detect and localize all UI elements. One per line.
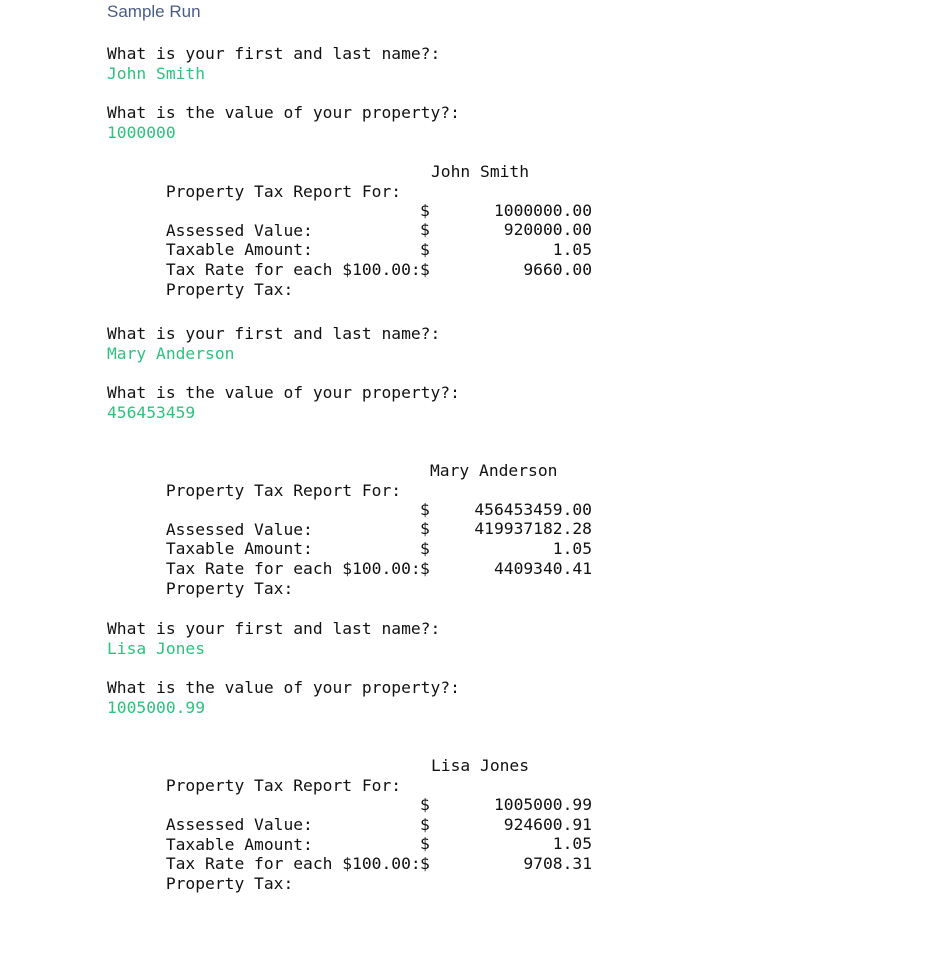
row-label: Assessed Value: bbox=[165, 519, 313, 539]
row-amount: 9660.00 bbox=[523, 260, 592, 279]
dollar-sign: $ bbox=[420, 559, 430, 578]
value-prompt: What is the value of your property?: bbox=[107, 678, 460, 697]
row-label: Property Tax: bbox=[165, 578, 294, 598]
dollar-sign: $ bbox=[420, 500, 430, 519]
name-input-echo: Mary Anderson bbox=[107, 344, 235, 363]
dollar-sign: $ bbox=[420, 240, 430, 259]
value-prompt: What is the value of your property?: bbox=[107, 383, 460, 402]
row-amount: 924600.91 bbox=[503, 815, 592, 834]
row-label: Property Tax: bbox=[165, 873, 294, 893]
row-amount: 456453459.00 bbox=[474, 500, 592, 519]
row-label: Tax Rate for each $100.00: bbox=[165, 853, 421, 873]
name-input-echo: Lisa Jones bbox=[107, 639, 206, 658]
report-header bbox=[107, 461, 907, 500]
row-amount: 419937182.28 bbox=[474, 519, 592, 538]
name-input-echo: John Smith bbox=[107, 64, 206, 83]
report-name: Mary Anderson bbox=[430, 461, 558, 480]
row-amount: 9708.31 bbox=[523, 854, 592, 873]
report-label: Property Tax Report For: bbox=[165, 181, 402, 201]
row-amount: 1.05 bbox=[552, 240, 592, 259]
report-row-property-tax bbox=[107, 260, 907, 299]
report-header bbox=[107, 756, 907, 795]
report-row-property-tax bbox=[107, 559, 907, 598]
row-label: Property Tax: bbox=[165, 279, 294, 299]
dollar-sign: $ bbox=[420, 834, 430, 853]
report-header bbox=[107, 162, 907, 201]
dollar-sign: $ bbox=[420, 201, 430, 220]
row-amount: 1.05 bbox=[552, 834, 592, 853]
row-label: Taxable Amount: bbox=[165, 239, 313, 259]
report-row-property-tax bbox=[107, 854, 907, 893]
value-input-echo: 1000000 bbox=[107, 123, 176, 142]
row-amount: 920000.00 bbox=[503, 220, 592, 239]
report-name: John Smith bbox=[431, 162, 530, 181]
report-label: Property Tax Report For: bbox=[165, 775, 402, 795]
row-label: Assessed Value: bbox=[165, 814, 313, 834]
dollar-sign: $ bbox=[420, 815, 430, 834]
value-input-echo: 1005000.99 bbox=[107, 698, 206, 717]
dollar-sign: $ bbox=[420, 539, 430, 558]
row-amount: 4409340.41 bbox=[493, 559, 592, 578]
row-amount: 1000000.00 bbox=[493, 201, 592, 220]
sample-run-page bbox=[107, 0, 907, 893]
page-heading: Sample Run bbox=[107, 2, 201, 21]
row-amount: 1.05 bbox=[552, 539, 592, 558]
row-label: Taxable Amount: bbox=[165, 538, 313, 558]
dollar-sign: $ bbox=[420, 260, 430, 279]
value-prompt: What is the value of your property?: bbox=[107, 103, 460, 122]
value-input-echo: 456453459 bbox=[107, 403, 196, 422]
row-amount: 1005000.99 bbox=[493, 795, 592, 814]
dollar-sign: $ bbox=[420, 519, 430, 538]
row-label: Taxable Amount: bbox=[165, 834, 313, 854]
name-prompt: What is your first and last name?: bbox=[107, 324, 441, 343]
row-label: Tax Rate for each $100.00: bbox=[165, 558, 421, 578]
dollar-sign: $ bbox=[420, 795, 430, 814]
dollar-sign: $ bbox=[420, 220, 430, 239]
dollar-sign: $ bbox=[420, 854, 430, 873]
report-label: Property Tax Report For: bbox=[165, 480, 402, 500]
name-prompt: What is your first and last name?: bbox=[107, 619, 441, 638]
row-label: Assessed Value: bbox=[165, 220, 313, 240]
name-prompt: What is your first and last name?: bbox=[107, 44, 441, 63]
row-label: Tax Rate for each $100.00: bbox=[165, 259, 421, 279]
report-name: Lisa Jones bbox=[431, 756, 530, 775]
